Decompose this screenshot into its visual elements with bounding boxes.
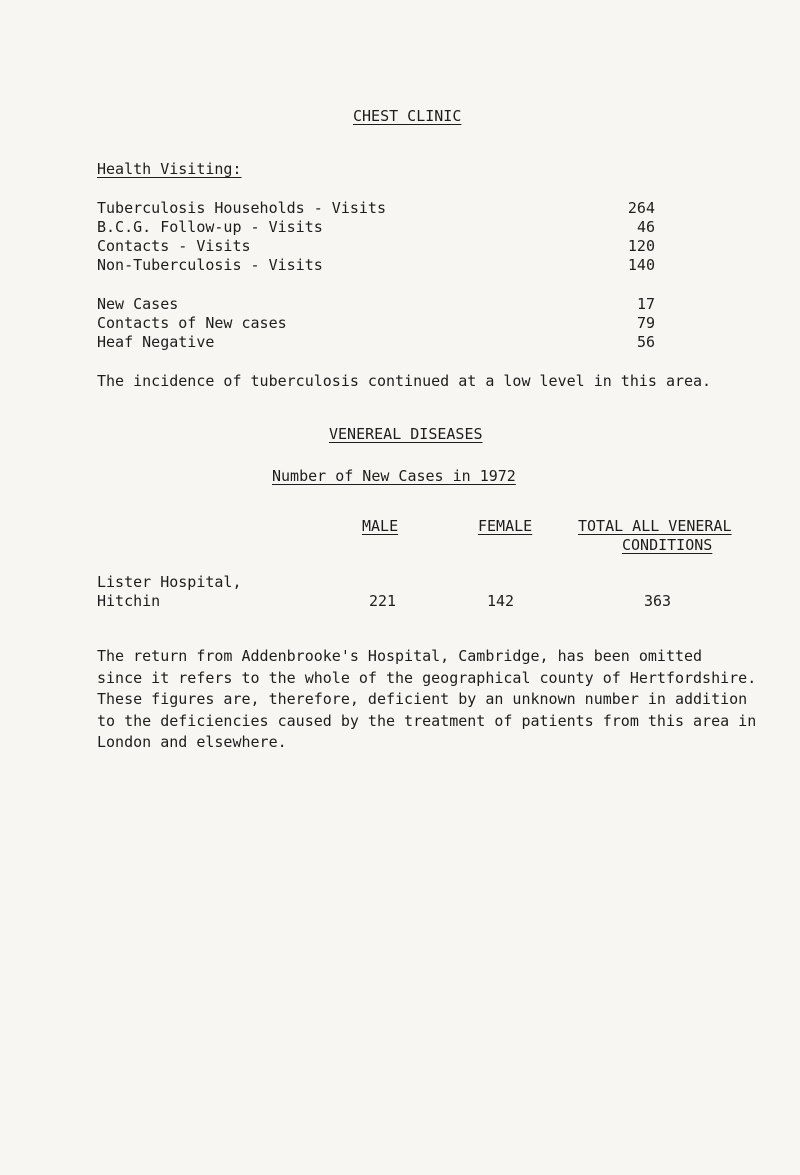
column-header-male: MALE xyxy=(362,517,399,535)
section-heading-health-visiting: Health Visiting: xyxy=(97,160,242,178)
visit-value: 140 xyxy=(627,256,655,274)
visit-value: 264 xyxy=(627,199,655,217)
incidence-note: The incidence of tuberculosis continued at a low level in this area. xyxy=(97,372,712,390)
case-label: New Cases xyxy=(97,295,179,313)
cell-total: 363 xyxy=(644,592,672,610)
case-value: 79 xyxy=(636,314,655,332)
case-value: 56 xyxy=(636,333,655,351)
visit-label: Contacts - Visits xyxy=(97,237,251,255)
column-header-total-line1: TOTAL ALL VENERAL xyxy=(578,517,732,535)
row-label-line1: Lister Hospital, xyxy=(97,573,242,591)
column-header-female: FEMALE xyxy=(478,517,533,535)
explanatory-paragraph: The return from Addenbrooke's Hospital, Cambridge, has been omitted since it refers to the whole of the geographical county of Hertfordshire. These figures are, therefore, deficient by an unknown number in addition to the deficiencies caused by the treatment of patients from this area in London and elsewhere. xyxy=(97,647,757,751)
visit-label: Tuberculosis Households - Visits xyxy=(97,199,386,217)
case-label: Contacts of New cases xyxy=(97,314,287,332)
row-label-line2: Hitchin xyxy=(97,592,161,610)
case-value: 17 xyxy=(636,295,655,313)
section-subheading-new-cases: Number of New Cases in 1972 xyxy=(272,467,516,485)
column-header-total-line2: CONDITIONS xyxy=(622,536,713,554)
visit-value: 120 xyxy=(627,237,655,255)
section-heading-venereal: VENEREAL DISEASES xyxy=(329,425,483,443)
case-label: Heaf Negative xyxy=(97,333,215,351)
visit-label: Non-Tuberculosis - Visits xyxy=(97,256,323,274)
page-title: CHEST CLINIC xyxy=(353,107,462,125)
cell-male: 221 xyxy=(369,592,397,610)
visit-label: B.C.G. Follow-up - Visits xyxy=(97,218,323,236)
cell-female: 142 xyxy=(487,592,515,610)
visit-value: 46 xyxy=(636,218,655,236)
